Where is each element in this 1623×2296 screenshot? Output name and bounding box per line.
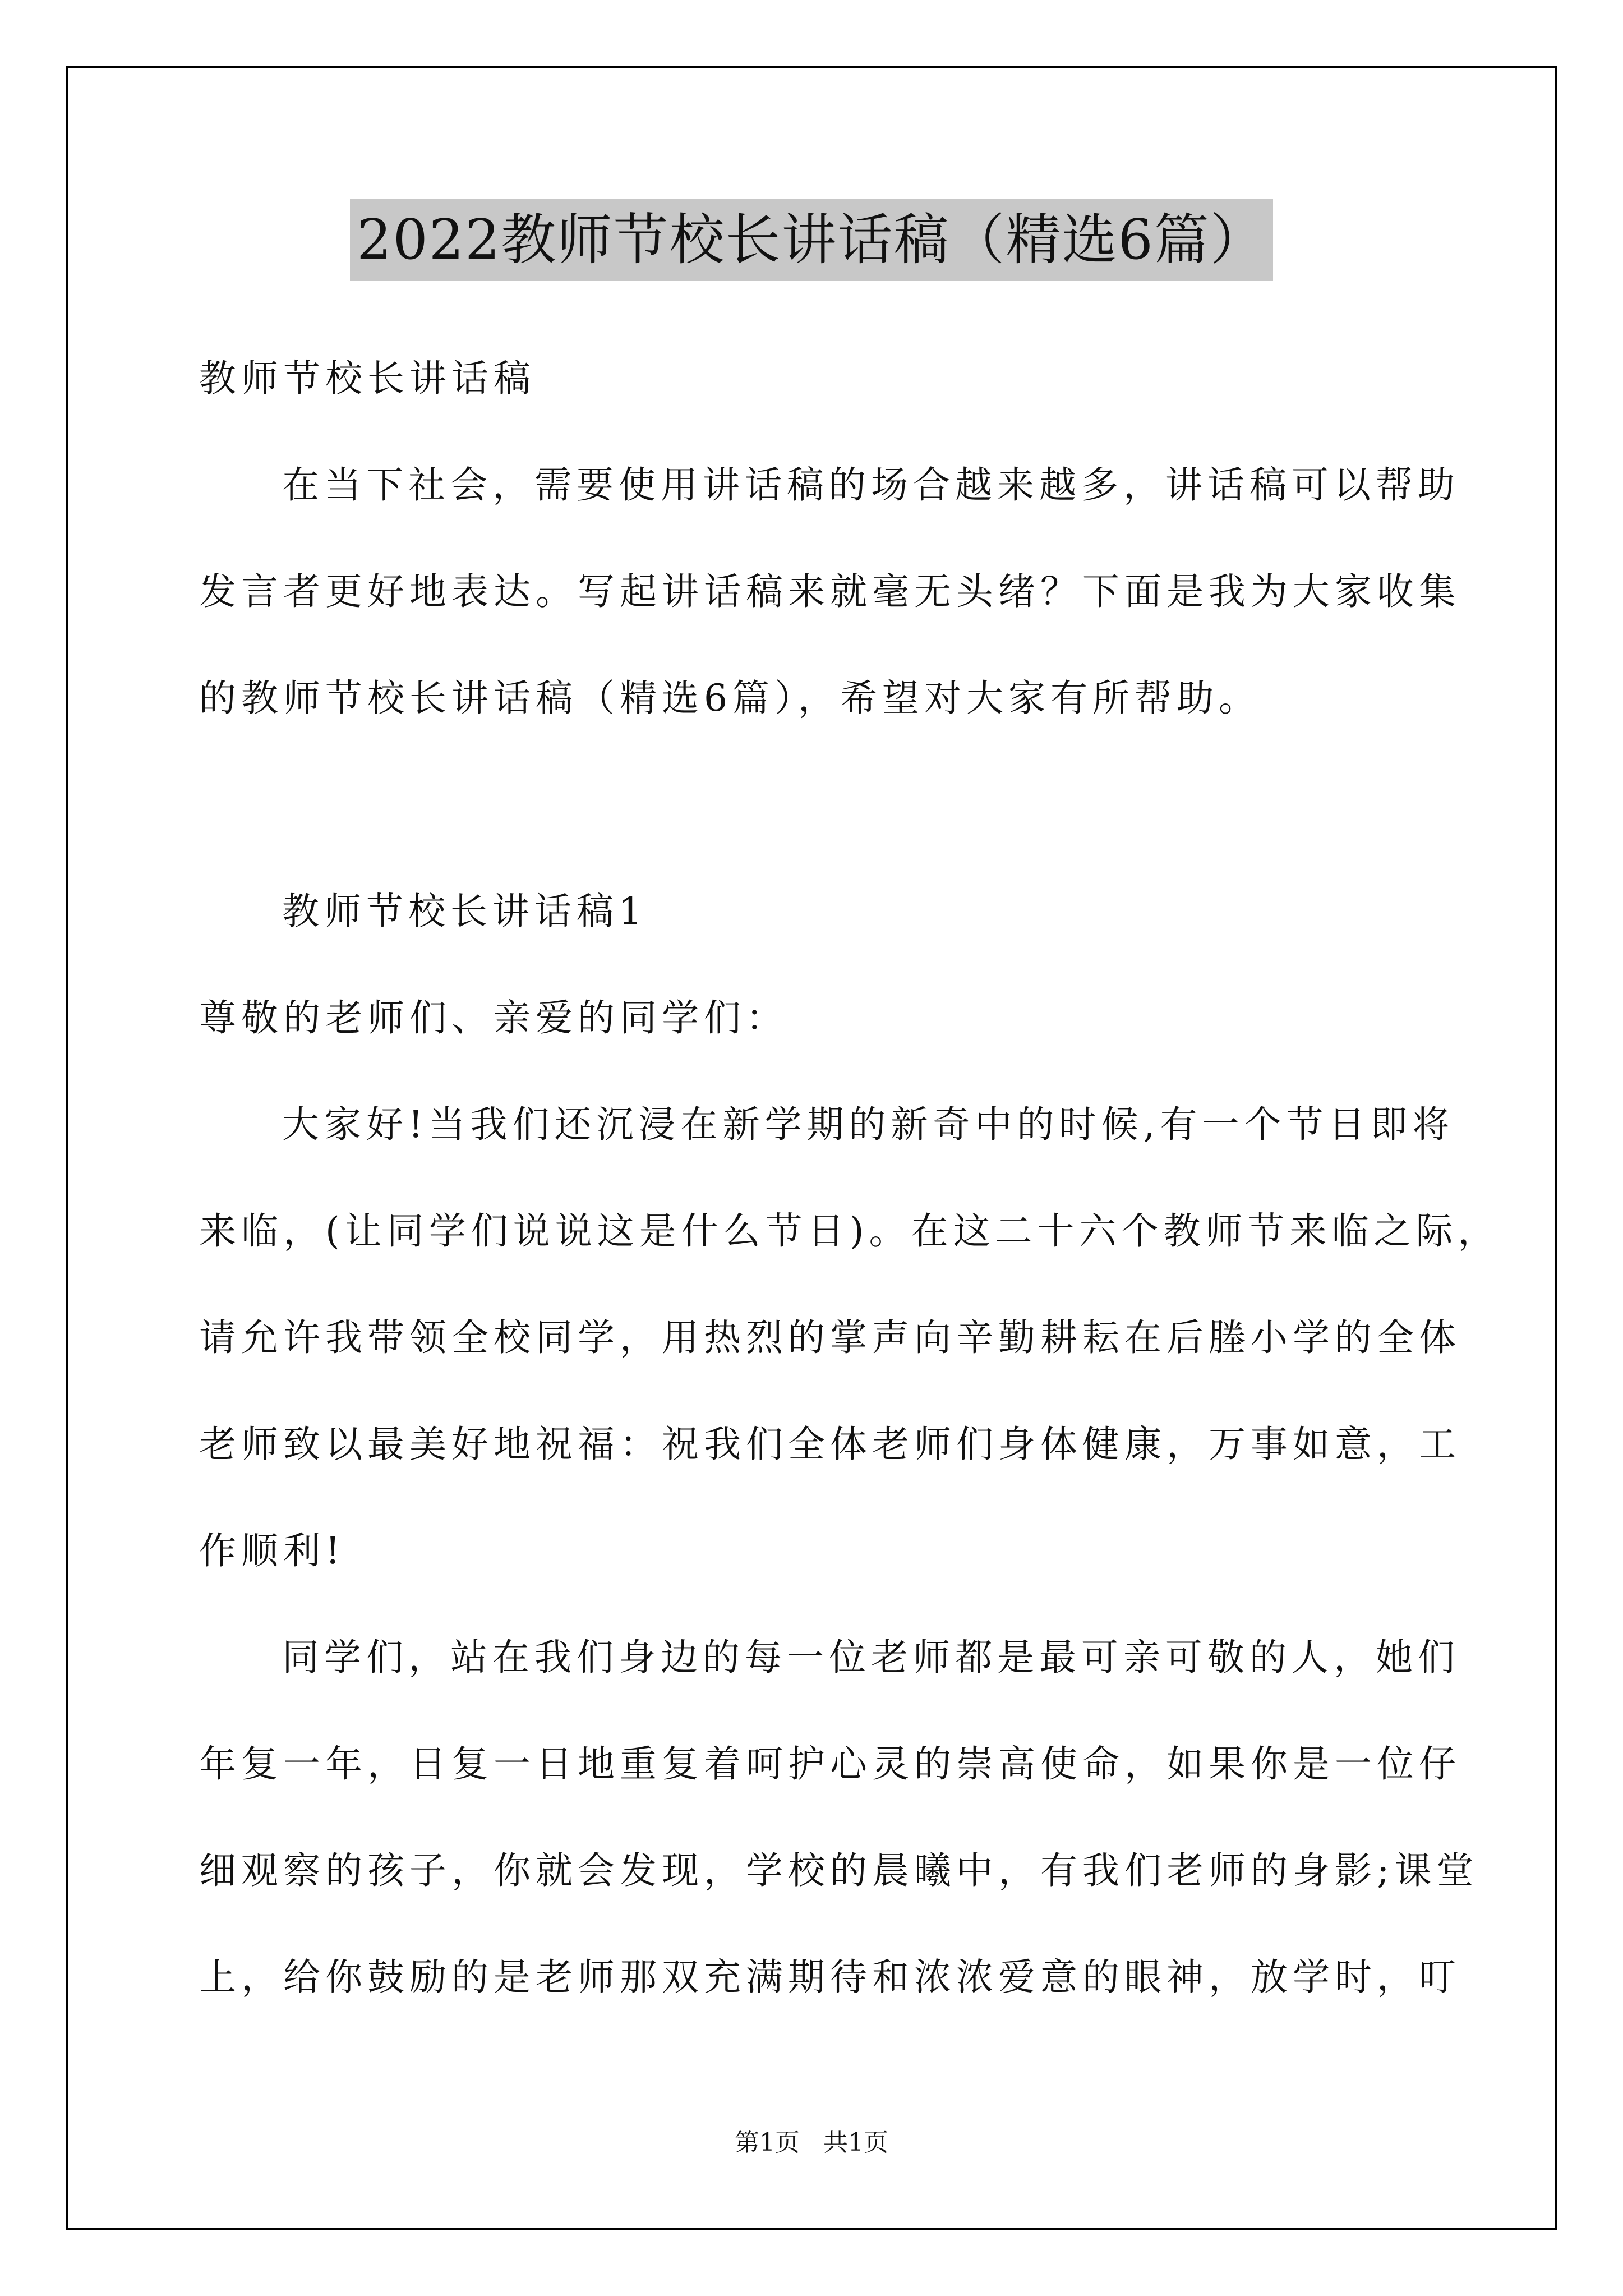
section-heading: 教师节校长讲话稿: [199, 357, 536, 400]
body-line: 同学们，站在我们身边的每一位老师都是最可亲可敬的人，她们: [282, 1636, 1460, 1679]
document-title: 2022教师节校长讲话稿（精选6篇）: [350, 199, 1273, 281]
intro-line-3: 的教师节校长讲话稿（精选6篇），希望对大家有所帮助。: [199, 677, 1261, 720]
body-line: 作顺利!: [199, 1529, 345, 1572]
salutation: 尊敬的老师们、亲爱的同学们：: [199, 996, 788, 1039]
intro-line-1: 在当下社会，需要使用讲话稿的场合越来越多，讲话稿可以帮助: [282, 463, 1460, 507]
body-line: 老师致以最美好地祝福：祝我们全体老师们身体健康，万事如意，工: [199, 1423, 1461, 1466]
body-line: 大家好!当我们还沉浸在新学期的新奇中的时候,有一个节日即将: [282, 1103, 1455, 1146]
body-line: 细观察的孩子，你就会发现，学校的晨曦中，有我们老师的身影;课堂: [199, 1849, 1479, 1892]
body-line: 请允许我带领全校同学，用热烈的掌声向辛勤耕耘在后塍小学的全体: [199, 1316, 1461, 1359]
speech-heading: 教师节校长讲话稿1: [282, 890, 647, 933]
body-line: 来临，(让同学们说说这是什么节日)。在这二十六个教师节来临之际，: [199, 1209, 1500, 1253]
intro-line-2: 发言者更好地表达。写起讲话稿来就毫无头绪？下面是我为大家收集: [199, 570, 1461, 613]
page-footer: 第1页 共1页: [735, 2128, 888, 2157]
body-line: 上，给你鼓励的是老师那双充满期待和浓浓爱意的眼神，放学时，叮: [199, 1955, 1461, 1999]
body-line: 年复一年，日复一日地重复着呵护心灵的崇高使命，如果你是一位仔: [199, 1742, 1461, 1786]
title-container: [0, 199, 1623, 281]
